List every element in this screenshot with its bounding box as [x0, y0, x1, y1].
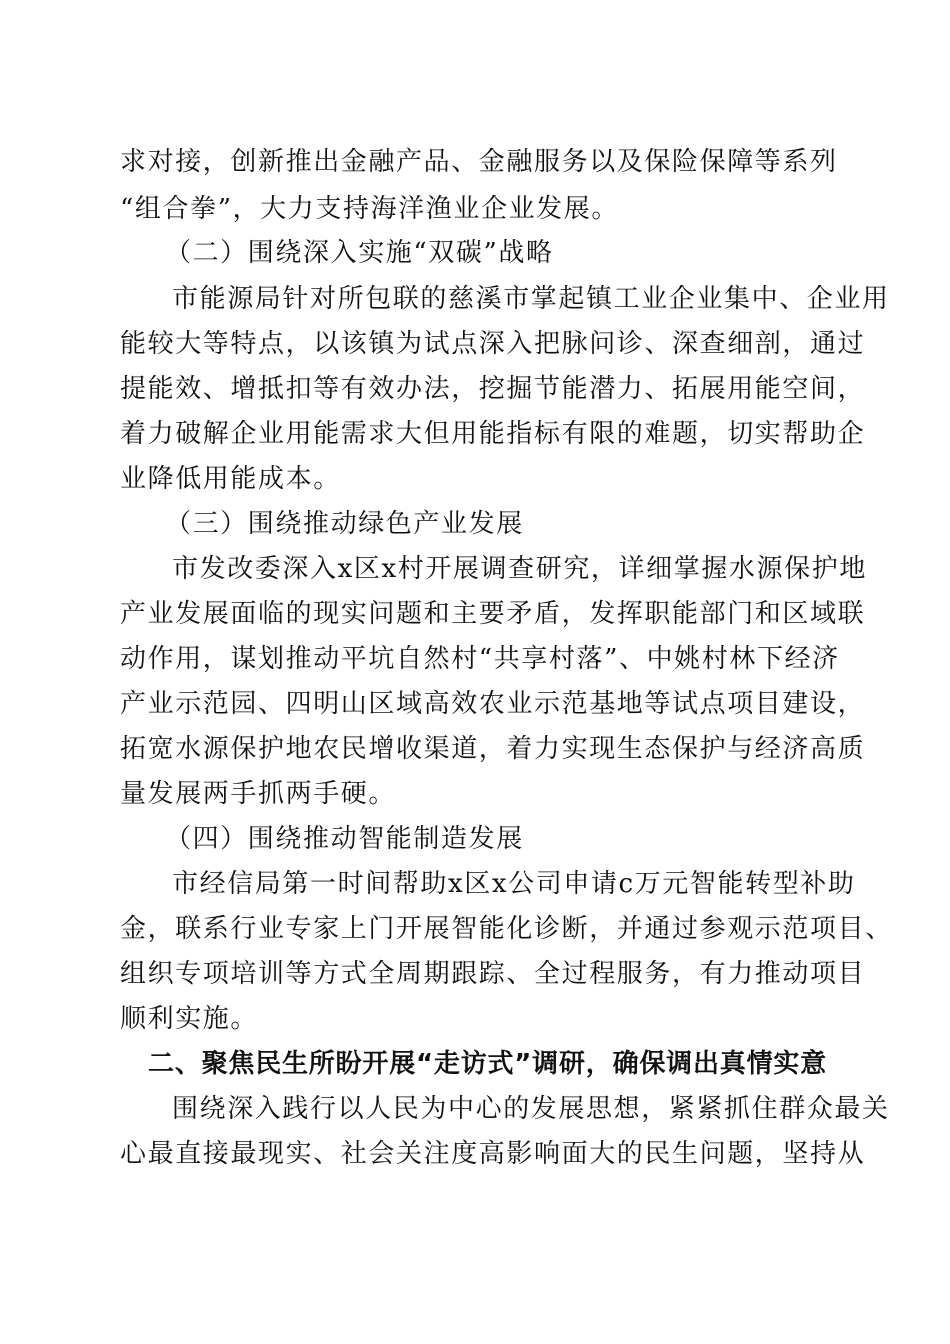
paragraph-line: 市经信局第一时间帮助x区x公司申请c万元智能转型补助 — [172, 869, 856, 899]
paragraph-line: 动作用，谋划推动平坑自然村“共享村落”、中姚村林下经济 — [120, 644, 840, 674]
sub-heading-3: （三）围绕推动绿色产业发展 — [165, 509, 524, 539]
paragraph-line: 拓宽水源保护地农民增收渠道，着力实现生态保护与经济高质 — [120, 734, 866, 764]
paragraph-line: 提能效、增抵扣等有效办法，挖掘节能潜力、拓展用能空间， — [120, 374, 866, 404]
paragraph-line: 业降低用能成本。 — [120, 464, 341, 494]
paragraph-line: 量发展两手抓两手硬。 — [120, 779, 397, 809]
paragraph-line: 产业发展面临的现实问题和主要矛盾，发挥职能部门和区域联 — [120, 599, 866, 629]
paragraph-line: 能较大等特点，以该镇为试点深入把脉问诊、深查细剖，通过 — [120, 329, 866, 359]
paragraph-line: 组织专项培训等方式全周期跟踪、全过程服务，有力推动项目 — [120, 959, 866, 989]
paragraph-line: 围绕深入践行以人民为中心的发展思想，紧紧抓住群众最关 — [172, 1094, 890, 1124]
paragraph-line: 市能源局针对所包联的慈溪市掌起镇工业企业集中、企业用 — [172, 284, 890, 314]
paragraph-line: 金，联系行业专家上门开展智能化诊断，并通过参观示范项目、 — [120, 914, 893, 944]
paragraph-line: “组合拳”，大力支持海洋渔业企业发展。 — [120, 194, 619, 224]
paragraph-line: 求对接，创新推出金融产品、金融服务以及保险保障等系列 — [120, 147, 838, 177]
paragraph-line: 心最直接最现实、社会关注度高影响面大的民生问题，坚持从 — [120, 1139, 866, 1169]
section-heading: 二、聚焦民生所盼开展“走访式”调研，确保调出真情实意 — [148, 1049, 827, 1079]
paragraph-line: 产业示范园、四明山区域高效农业示范基地等试点项目建设， — [120, 689, 866, 719]
paragraph-line: 顺利实施。 — [120, 1004, 259, 1034]
paragraph-line: 市发改委深入x区x村开展调查研究，详细掌握水源保护地 — [172, 554, 867, 584]
sub-heading-2: （二）围绕深入实施“双碳”战略 — [165, 238, 554, 268]
sub-heading-4: （四）围绕推动智能制造发展 — [165, 824, 524, 854]
paragraph-line: 着力破解企业用能需求大但用能指标有限的难题，切实帮助企 — [120, 419, 866, 449]
